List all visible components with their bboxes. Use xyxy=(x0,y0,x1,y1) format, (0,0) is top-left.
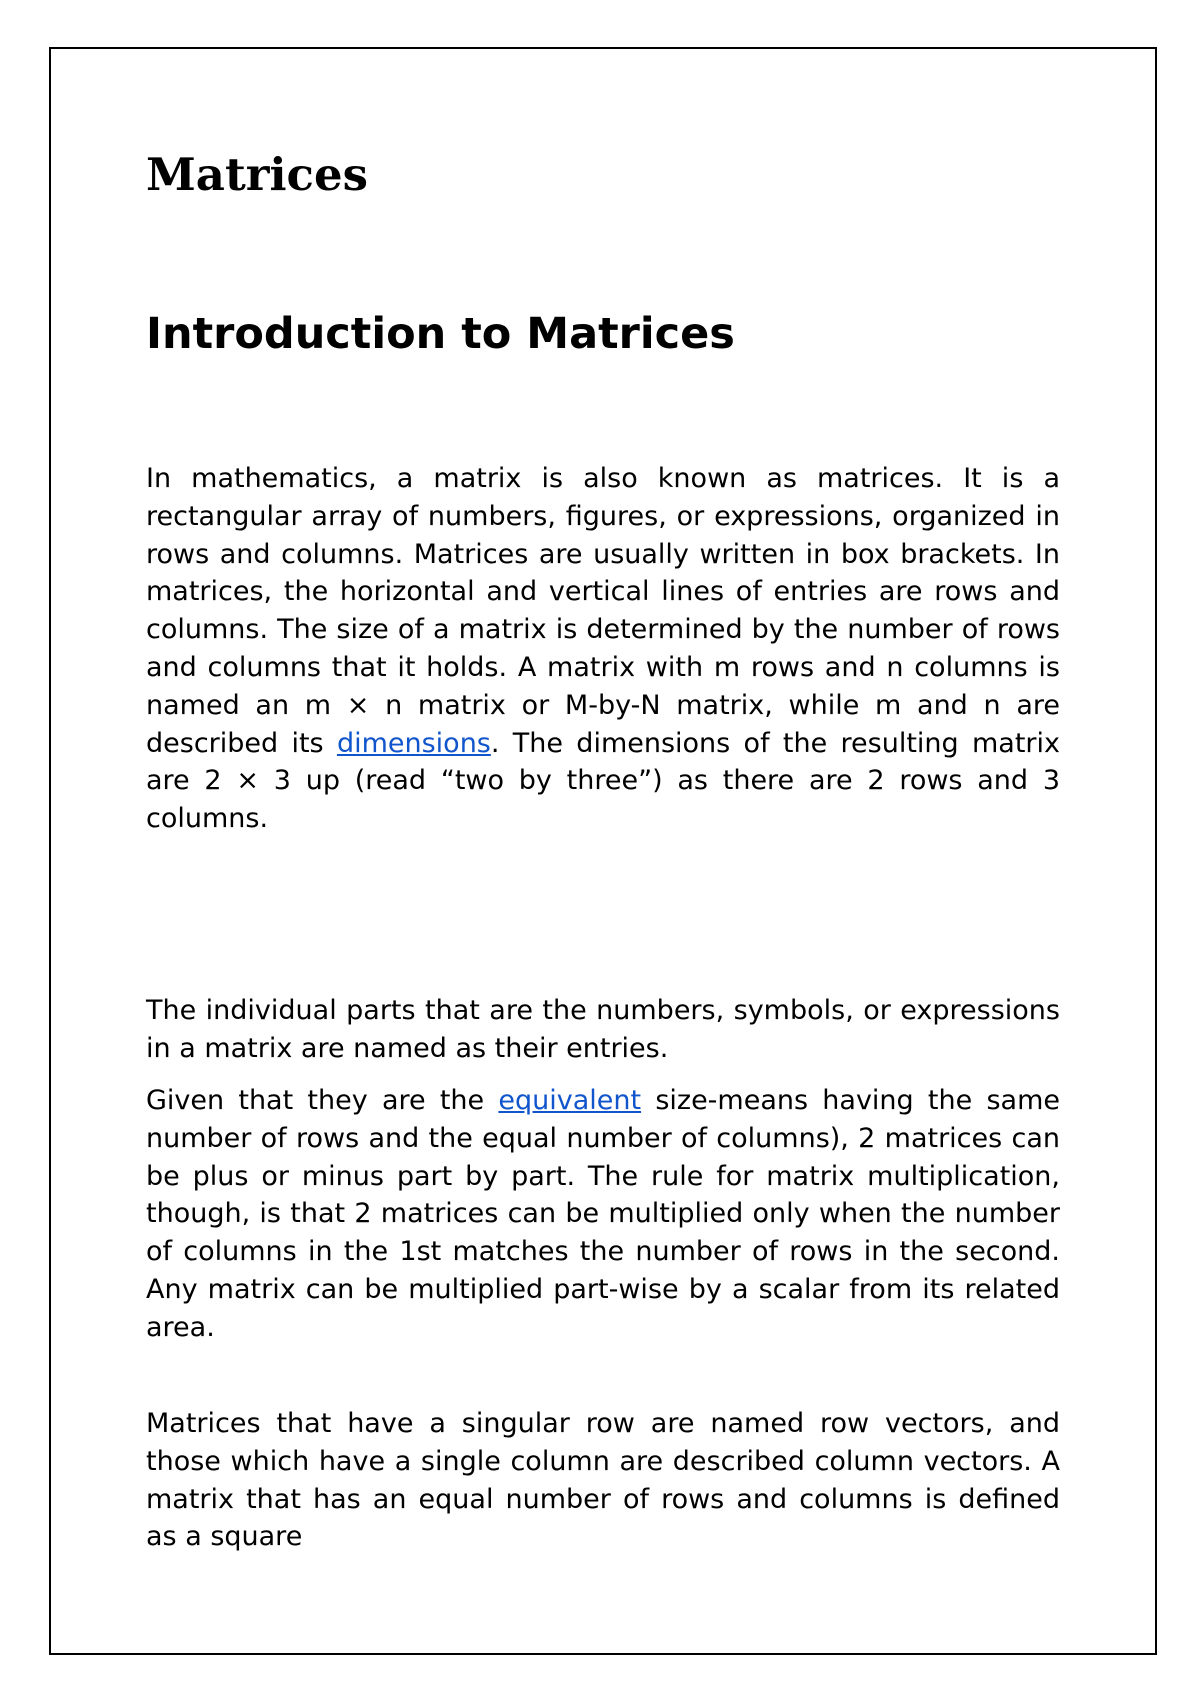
paragraph-operations xyxy=(146,1082,1060,1347)
paragraph-entries: The individual parts that are the numbers, symbols, or expressions in a matrix are named as their entries. xyxy=(146,995,1060,1064)
document-title: Matrices xyxy=(146,148,368,201)
paragraph-intro-text-end: . The dimensions of the resulting matrix are 2 × 3 up (read “two by three”) as there are 2 rows and 3 columns. xyxy=(146,727,1060,835)
paragraph-operations-text-start: Given that they are the xyxy=(146,1085,499,1116)
section-heading: Introduction to Matrices xyxy=(146,309,735,359)
paragraph-intro-text-start: In mathematics, a matrix is also known as matrices. It is a rectangular array of numbers, figures, or expressions, organized in rows and columns. Matrices are usually written in box brackets. In matrices, the horizontal and vertical lines of entries are rows and columns. The size of a matrix is determined by the number of rows and columns that it holds. A matrix with m rows and n columns is named an m × n matrix or M-by-N matrix, while m and n are described its xyxy=(146,463,1060,759)
paragraph-operations-text-end: size-means having the same number of rows and the equal number of columns), 2 matrices can be plus or minus part by part. The rule for matrix multiplication, though, is that 2 matrices can be multiplied only when the number of columns in the 1st matches the number of rows in the second. Any matrix can be multiplied part-wise by a scalar from its related area. xyxy=(146,1085,1060,1343)
document-content xyxy=(146,140,1060,1553)
dimensions-link[interactable]: dimensions xyxy=(336,727,491,759)
equivalent-link[interactable]: equivalent xyxy=(498,1085,642,1116)
paragraph-vectors: Matrices that have a singular row are named row vectors, and those which have a single column are described column vectors. A matrix that has an equal number of rows and columns is defined as a square xyxy=(146,1408,1060,1553)
paragraph-intro xyxy=(146,460,1060,838)
